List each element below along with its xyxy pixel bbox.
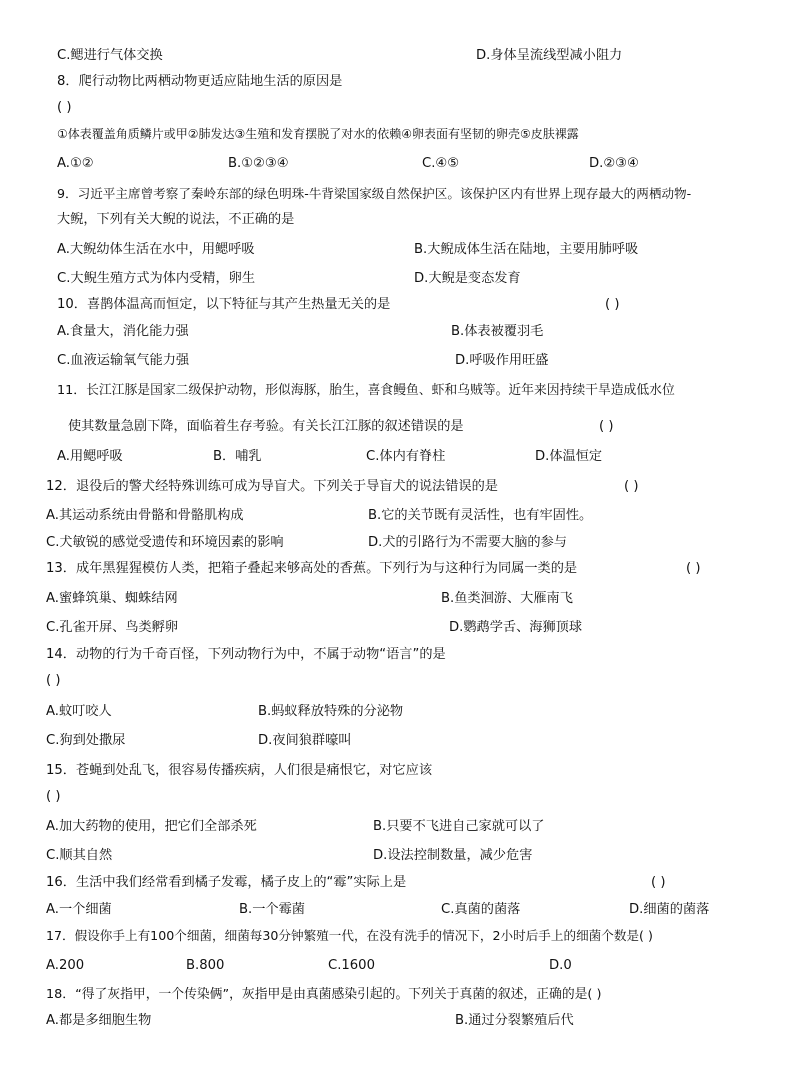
q13-stem: 13．成年黑猩猩模仿人类，把箱子叠起来够高处的香蕉。下列行为与这种行为同属一类的是 [46, 561, 578, 576]
q15-answer-blank: ( ) [46, 789, 61, 804]
q12-option-a: A.其运动系统由骨骼和骨骼肌构成 [46, 508, 244, 523]
q8-items: ①体表覆盖角质鳞片或甲②肺发达③生殖和发育摆脱了对水的依赖④卵表面有坚韧的卵壳⑤皮肤裸露 [57, 127, 579, 141]
q17-stem: 17．假设你手上有100个细菌，细菌每30分钟繁殖一代，在没有洗手的情况下，2小时后手上的细菌个数是( ) [46, 928, 653, 943]
q11-stem-line2: 使其数量急剧下降，面临着生存考验。有关长江江豚的叙述错误的是 [68, 419, 464, 434]
q16-option-a: A.一个细菌 [46, 902, 112, 917]
q10-option-a: A.食量大，消化能力强 [57, 324, 189, 339]
q8-answer-blank: ( ) [57, 100, 72, 115]
q9-stem-line1: 9．习近平主席曾考察了秦岭东部的绿色明珠-牛背梁国家级自然保护区。该保护区内有世界上现存最大的两栖动物- [57, 186, 692, 201]
q12-answer-blank: ( ) [624, 479, 639, 494]
q13-option-b: B.鱼类洄游、大雁南飞 [441, 591, 573, 606]
q13-answer-blank: ( ) [686, 561, 701, 576]
q10-option-c: C.血液运输氧气能力强 [57, 353, 190, 368]
q16-option-b: B.一个霉菌 [239, 902, 305, 917]
q9-option-d: D.大鲵是变态发育 [414, 271, 521, 286]
q15-option-d: D.设法控制数量，减少危害 [373, 848, 533, 863]
q16-option-d: D.细菌的菌落 [629, 902, 710, 917]
q11-option-d: D.体温恒定 [535, 449, 603, 464]
q11-option-c: C.体内有脊柱 [366, 449, 446, 464]
q9-option-a: A.大鲵幼体生活在水中，用鳃呼吸 [57, 242, 255, 257]
q13-option-a: A.蜜蜂筑巢、蜘蛛结网 [46, 591, 178, 606]
q15-option-a: A.加大药物的使用，把它们全部杀死 [46, 819, 257, 834]
q12-option-b: B.它的关节既有灵活性，也有牢固性。 [368, 508, 593, 523]
q16-option-c: C.真菌的菌落 [441, 902, 521, 917]
q11-option-b: B．哺乳 [213, 449, 262, 464]
q17-option-d: D.0 [549, 958, 572, 973]
q11-option-a: A.用鳃呼吸 [57, 449, 123, 464]
q8-option-b: B.①②③④ [228, 156, 289, 171]
q13-option-d: D.鹦鹉学舌、海狮顶球 [449, 620, 583, 635]
q17-option-a: A.200 [46, 958, 85, 973]
q17-option-b: B.800 [186, 958, 225, 973]
q11-answer-blank: ( ) [599, 419, 614, 434]
q10-stem: 10．喜鹊体温高而恒定，以下特征与其产生热量无关的是 [57, 297, 391, 312]
q18-option-a: A.都是多细胞生物 [46, 1013, 152, 1028]
q8-option-a: A.①② [57, 156, 94, 171]
q12-stem: 12．退役后的警犬经特殊训练可成为导盲犬。下列关于导盲犬的说法错误的是 [46, 479, 498, 494]
q9-stem-line2: 大鲵，下列有关大鲵的说法，不正确的是 [57, 212, 295, 227]
q8-option-c: C.④⑤ [422, 156, 460, 171]
q11-stem-line1: 11．长江江豚是国家二级保护动物，形似海豚，胎生，喜食鳗鱼、虾和乌贼等。近年来因持续干旱造成低水位 [57, 383, 675, 398]
q7-option-d: D.身体呈流线型减小阻力 [476, 48, 623, 63]
q14-stem: 14．动物的行为千奇百怪，下列动物行为中，不属于动物“语言”的是 [46, 647, 446, 662]
q9-option-b: B.大鲵成体生活在陆地，主要用肺呼吸 [414, 242, 639, 257]
q16-answer-blank: ( ) [651, 875, 666, 890]
q18-option-b: B.通过分裂繁殖后代 [455, 1013, 574, 1028]
q18-stem: 18．“得了灰指甲，一个传染俩”，灰指甲是由真菌感染引起的。下列关于真菌的叙述，正确的是( ) [46, 987, 602, 1002]
q15-option-b: B.只要不飞进自己家就可以了 [373, 819, 545, 834]
q14-option-d: D.夜间狼群嚎叫 [258, 733, 352, 748]
q14-answer-blank: ( ) [46, 673, 61, 688]
q14-option-a: A.蚊叮咬人 [46, 704, 112, 719]
q10-answer-blank: ( ) [605, 297, 620, 312]
q12-option-d: D.犬的引路行为不需要大脑的参与 [368, 535, 567, 550]
q7-option-c: C.鳃进行气体交换 [57, 48, 163, 63]
q10-option-d: D.呼吸作用旺盛 [455, 353, 549, 368]
q9-option-c: C.大鲵生殖方式为体内受精，卵生 [57, 271, 256, 286]
q12-option-c: C.犬敏锐的感觉受遗传和环境因素的影响 [46, 535, 284, 550]
q17-option-c: C.1600 [328, 958, 375, 973]
q14-option-c: C.狗到处撒尿 [46, 733, 126, 748]
q13-option-c: C.孔雀开屏、鸟类孵卵 [46, 620, 179, 635]
q15-stem: 15．苍蝇到处乱飞，很容易传播疾病，人们很是痛恨它，对它应该 [46, 763, 433, 778]
q8-stem: 8．爬行动物比两栖动物更适应陆地生活的原因是 [57, 74, 343, 89]
q10-option-b: B.体表被覆羽毛 [451, 324, 544, 339]
q14-option-b: B.蚂蚁释放特殊的分泌物 [258, 704, 404, 719]
q8-option-d: D.②③④ [589, 156, 639, 171]
q15-option-c: C.顺其自然 [46, 848, 113, 863]
q16-stem: 16．生活中我们经常看到橘子发霉，橘子皮上的“霉”实际上是 [46, 875, 407, 890]
